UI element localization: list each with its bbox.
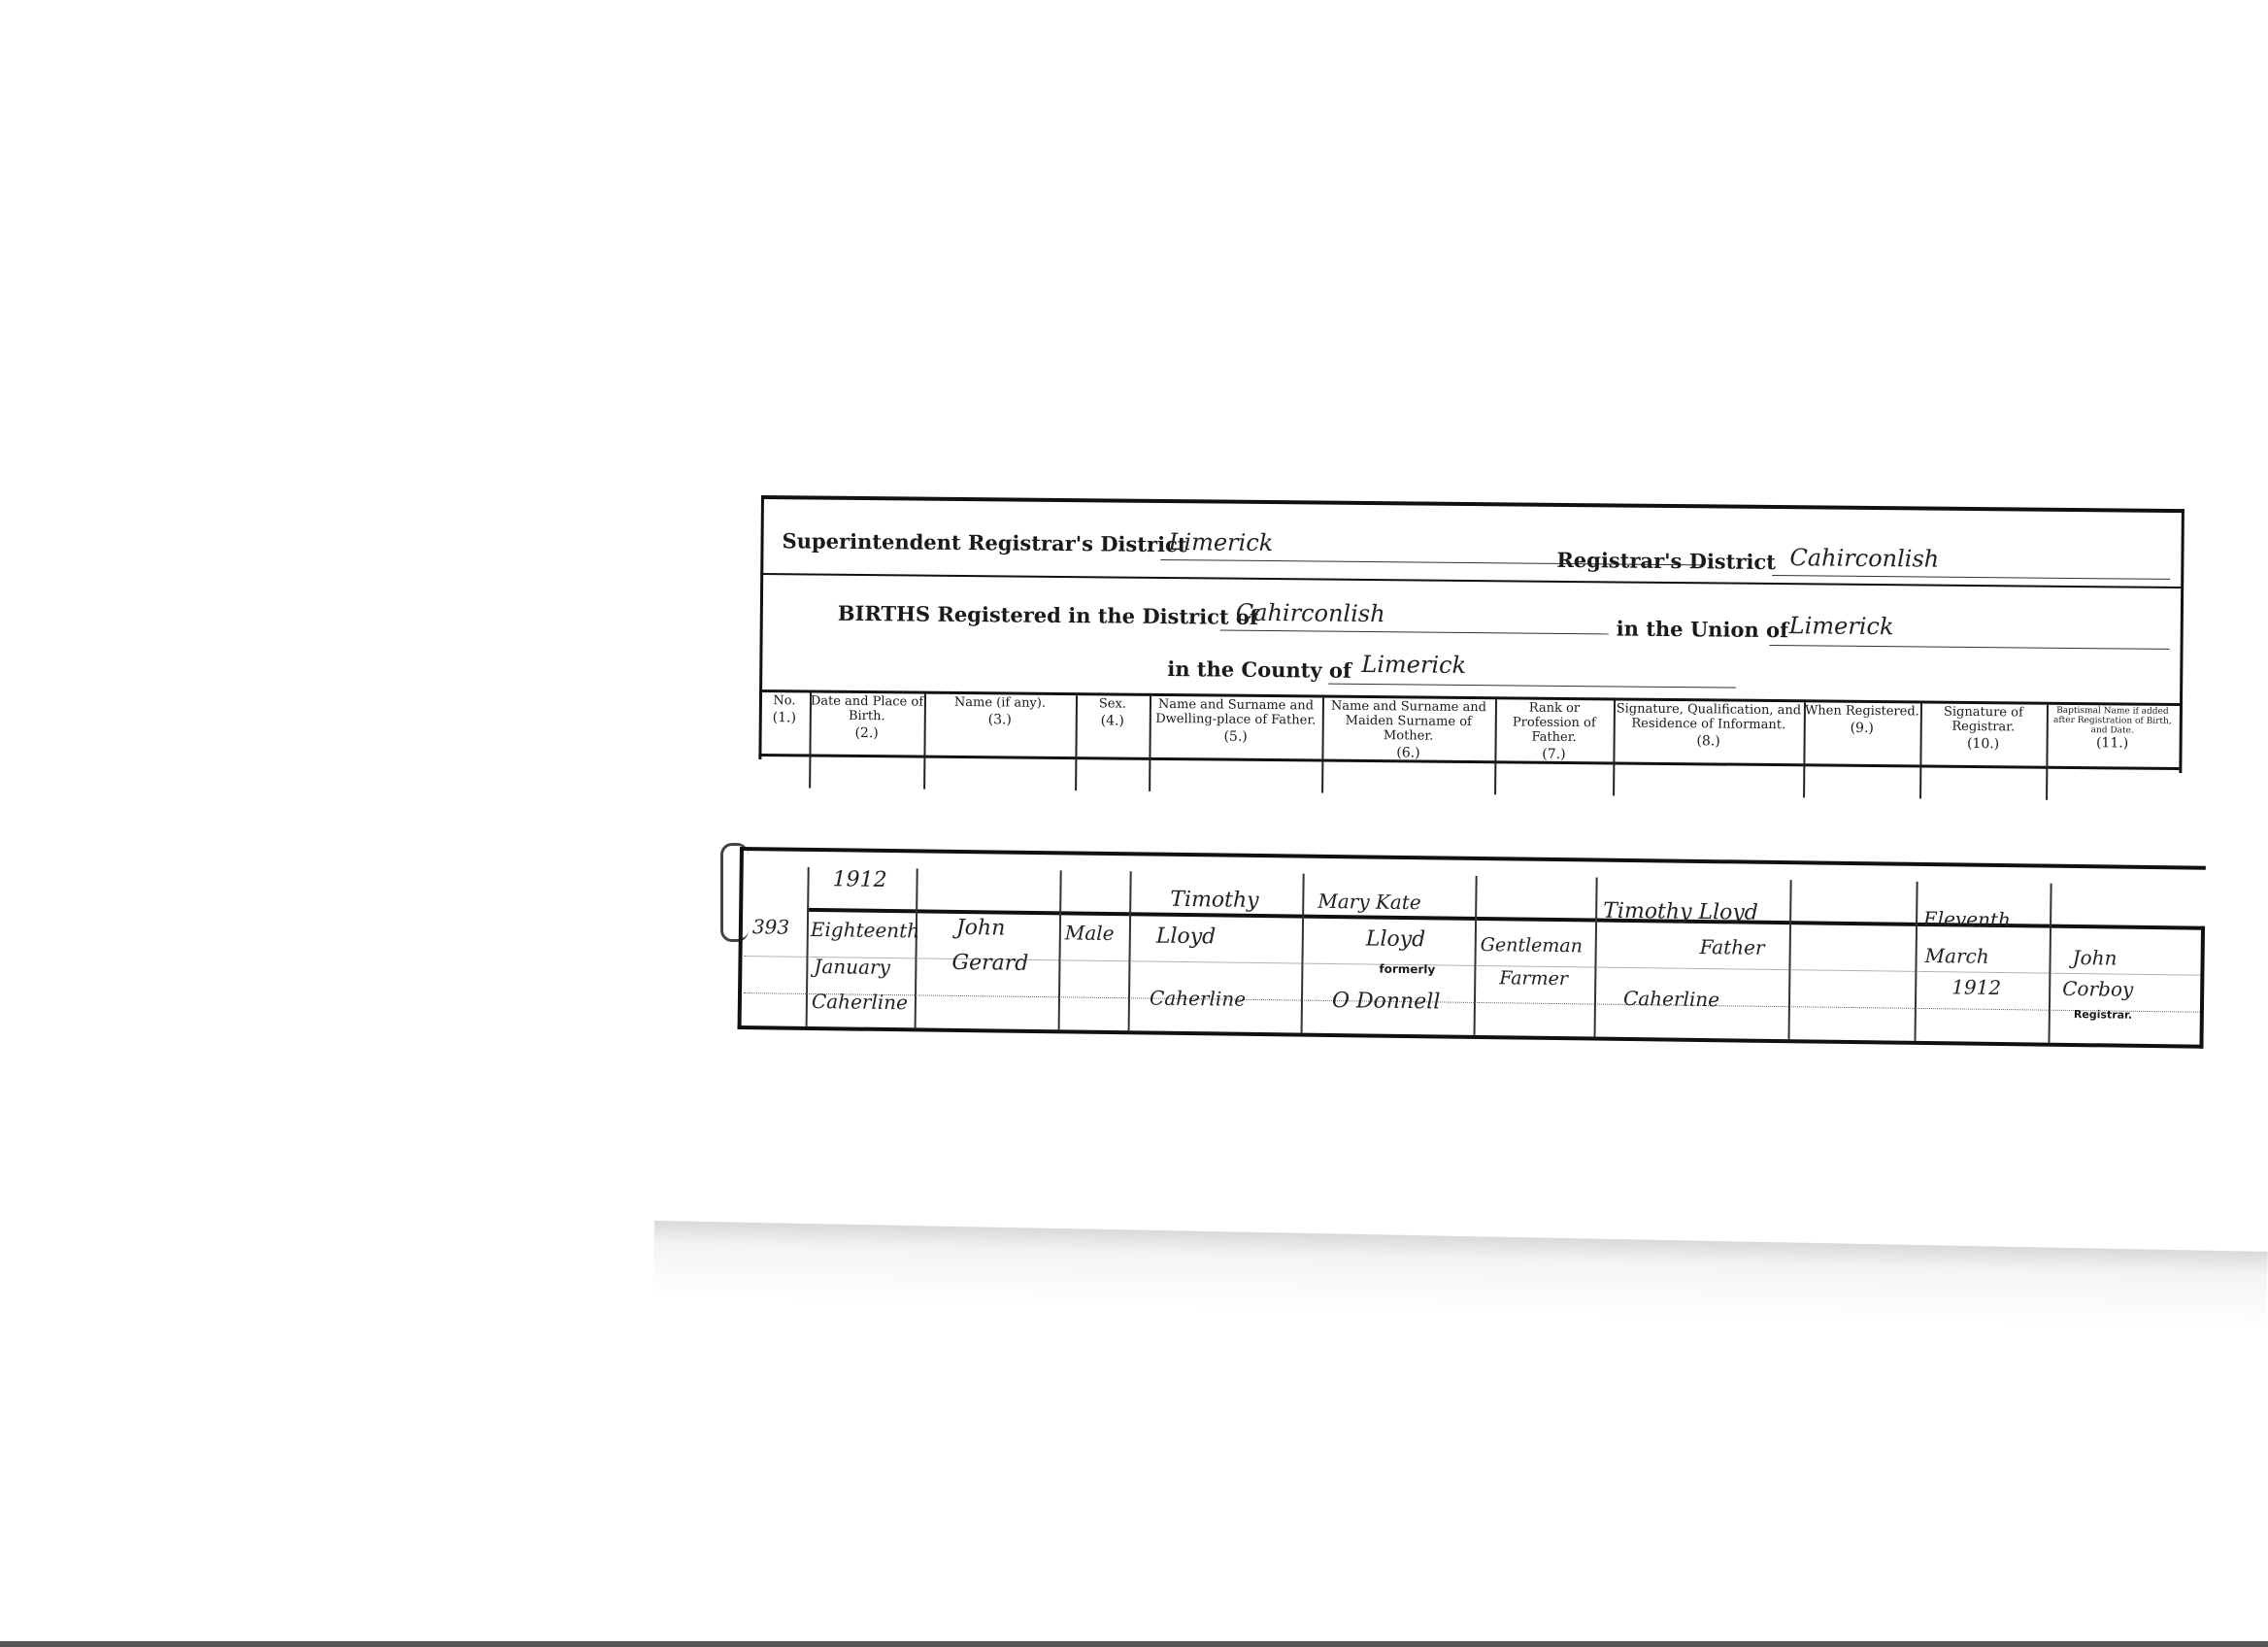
entry-name-line1: John xyxy=(955,915,1006,941)
col-head-num: (10.) xyxy=(1966,735,2000,753)
county-label: in the County of xyxy=(1167,656,1352,683)
entry-divider xyxy=(1594,878,1598,1037)
entry-divider xyxy=(1787,880,1791,1039)
col-head-num: (9.) xyxy=(1850,720,1874,737)
entry-mother-formerly: formerly xyxy=(1379,961,1436,977)
col-head-11 xyxy=(2046,706,2179,767)
entry-divider xyxy=(1058,870,1062,1029)
entry-name-line2: Gerard xyxy=(951,950,1029,976)
col-head-label: Name and Surname and Dwelling-place of Father. xyxy=(1155,696,1317,728)
entry-registrar-line1: John xyxy=(2072,945,2118,970)
entry-mother-line1: Mary Kate xyxy=(1317,889,1421,915)
entry-place: Caherline xyxy=(811,989,909,1015)
col-head-label: Signature of Registrar. xyxy=(1943,704,2023,735)
entry-registered-year: 1912 xyxy=(1951,975,2002,1000)
col-head-3 xyxy=(923,695,1076,756)
entry-divider xyxy=(1301,874,1305,1033)
col-head-1 xyxy=(758,693,810,754)
col-head-num: (2.) xyxy=(854,724,879,742)
col-head-label: Name and Surname and Maiden Surname of Mother. xyxy=(1330,698,1487,744)
entry-divider xyxy=(2048,884,2051,1043)
entry-informant-residence: Caherline xyxy=(1622,986,1720,1012)
sup-district-label: Superintendent Registrar's District xyxy=(782,528,1187,557)
col-head-num: (6.) xyxy=(1396,745,1420,761)
entry-divider xyxy=(1914,882,1918,1041)
reg-district-label: Registrar's District xyxy=(1556,547,1777,575)
col-head-label: Rank or Profession of Father. xyxy=(1512,700,1596,746)
entry-mother-line2: Lloyd xyxy=(1365,926,1426,953)
entry-father-line1: Timothy xyxy=(1170,887,1259,914)
union-value: Limerick xyxy=(1788,612,1894,641)
union-label: in the Union of xyxy=(1616,616,1789,643)
entry-divider xyxy=(806,867,810,1026)
entry-sex: Male xyxy=(1064,921,1115,946)
entry-bottom-rule xyxy=(738,1025,2204,1049)
entry-date-line1: Eighteenth xyxy=(810,917,920,943)
col-head-num: (8.) xyxy=(1696,733,1720,750)
entry-profession-line2: Farmer xyxy=(1499,967,1569,991)
register-entry xyxy=(738,847,2206,1051)
entry-informant-line2: Father xyxy=(1699,934,1765,959)
entry-date-line2: January xyxy=(814,955,891,980)
entry-profession-line1: Gentleman xyxy=(1480,933,1584,958)
col-head-10 xyxy=(1919,704,2047,765)
col-head-2 xyxy=(809,693,924,755)
entry-divider xyxy=(1474,876,1478,1035)
entry-father-dwelling: Caherline xyxy=(1149,986,1247,1011)
col-head-label: Date and Place of Birth. xyxy=(810,693,924,724)
col-head-num: (5.) xyxy=(1223,728,1248,745)
col-head-label: Signature, Qualification, and Residence of Informant. xyxy=(1616,701,1802,733)
entry-number: 393 xyxy=(751,915,790,939)
col-head-label: Baptismal Name if added after Registration of Birth, and Date. xyxy=(2052,705,2172,736)
entry-registrar-title: Registrar. xyxy=(2073,1007,2133,1022)
col-head-4 xyxy=(1075,696,1150,757)
entry-divider xyxy=(1128,871,1132,1030)
births-district-value: Cahirconlish xyxy=(1235,598,1385,628)
entry-registered-line2: March xyxy=(1924,943,1989,968)
county-value: Limerick xyxy=(1361,650,1467,679)
entry-top-rule xyxy=(740,847,2206,870)
col-head-num: (11.) xyxy=(2095,735,2129,752)
entry-divider xyxy=(915,868,918,1027)
entry-father-line2: Lloyd xyxy=(1155,924,1217,950)
col-head-8 xyxy=(1613,701,1804,763)
births-label: BIRTHS Registered in the District of xyxy=(837,600,1259,629)
entry-informant-line1: Timothy Lloyd xyxy=(1603,898,1759,925)
entry-registered-line1: Eleventh xyxy=(1922,906,2012,932)
col-head-label: When Registered. xyxy=(1804,703,1919,720)
reg-district-value: Cahirconlish xyxy=(1789,544,1940,573)
col-head-label: No. xyxy=(773,693,796,709)
paper-shadow xyxy=(652,1221,2267,1329)
col-head-9 xyxy=(1803,703,1920,764)
col-head-num: (1.) xyxy=(772,710,797,726)
entry-right-rule xyxy=(2199,926,2205,1049)
scan-bottom-edge xyxy=(0,1641,2268,1647)
col-head-label: Name (if any). xyxy=(953,694,1047,711)
entry-mother-maiden: O Donnell xyxy=(1331,988,1441,1015)
register-header xyxy=(758,495,2179,827)
col-head-num: (4.) xyxy=(1100,713,1125,729)
col-head-5 xyxy=(1149,697,1322,759)
sup-district-value: Limerick xyxy=(1168,528,1274,557)
col-head-7 xyxy=(1494,700,1614,761)
entry-registrar-line2: Corboy xyxy=(2062,976,2134,1001)
col-head-num: (7.) xyxy=(1542,746,1566,762)
entry-year: 1912 xyxy=(832,867,887,892)
col-head-label: Sex. xyxy=(1098,696,1127,712)
col-head-num: (3.) xyxy=(987,712,1013,728)
col-head-6 xyxy=(1321,699,1495,761)
